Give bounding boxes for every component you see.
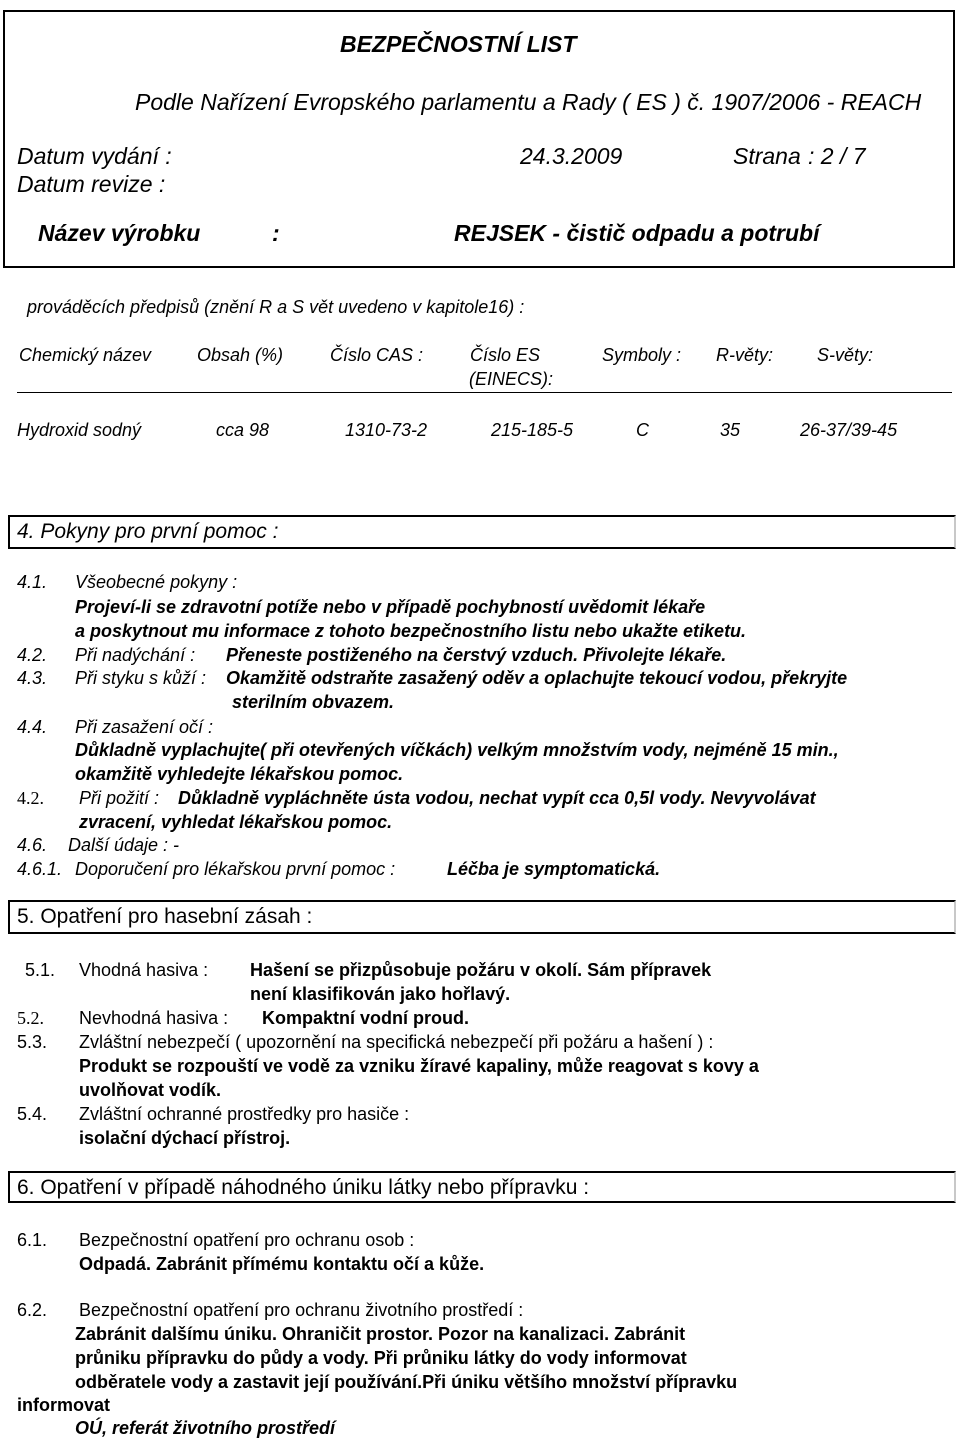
s53-number: 5.3. xyxy=(17,1032,48,1052)
s46-number: 4.6. xyxy=(17,835,48,855)
s62-text-3: odběratele vody a zastavit její používání.Při úniku většího množství přípravku xyxy=(75,1372,738,1392)
page-label: Strana xyxy=(733,143,801,169)
row-chemical-name: Hydroxid sodný xyxy=(17,420,142,440)
s62-label: Bezpečnostní opatření pro ochranu životního prostředí : xyxy=(79,1300,524,1320)
s461-text: Léčba je symptomatická. xyxy=(447,859,661,879)
s53-label: Zvláštní nebezpečí ( upozornění na specifická nebezpečí při požáru a hašení ) : xyxy=(79,1032,714,1052)
s41-number: 4.1. xyxy=(17,572,48,592)
col-s-phrases: S-věty: xyxy=(817,345,874,365)
s62-text-2: průniku přípravku do půdy a vody. Při průniku látky do vody informovat xyxy=(75,1348,687,1368)
row-es: 215-185-5 xyxy=(491,420,574,440)
s42-number: 4.2. xyxy=(17,645,48,665)
col-content: Obsah (%) xyxy=(197,345,284,365)
s44-number: 4.4. xyxy=(17,717,48,737)
row-symbol: C xyxy=(636,420,649,440)
issue-date-label: Datum vydání : xyxy=(17,143,172,169)
s44-text-2: okamžitě vyhledejte lékařskou pomoc. xyxy=(75,764,404,784)
col-symbols: Symboly : xyxy=(602,345,682,365)
product-colon: : xyxy=(272,220,280,246)
s43-label: Při styku s kůží : xyxy=(75,668,207,688)
s43-number: 4.3. xyxy=(17,668,48,688)
s51-text-2: není klasifikován jako hořlavý. xyxy=(250,984,511,1004)
s45-text-1: Důkladně vypláchněte ústa vodou, nechat vypít cca 0,5l vody. Nevyvolávat xyxy=(178,788,816,808)
s54-number: 5.4. xyxy=(17,1104,48,1124)
row-cas: 1310-73-2 xyxy=(345,420,428,440)
col-chemical-name: Chemický název xyxy=(19,345,152,365)
product-label: Název výrobku xyxy=(38,220,201,246)
col-r-phrases: R-věty: xyxy=(716,345,774,365)
s61-number: 6.1. xyxy=(17,1230,48,1250)
s54-text: isolační dýchací přístroj. xyxy=(79,1128,291,1148)
s42-text: Přeneste postiženého na čerstvý vzduch. Přivolejte lékaře. xyxy=(226,645,727,665)
s41-text-2: a poskytnout mu informace z tohoto bezpečnostního listu nebo ukažte etiketu. xyxy=(75,621,747,641)
s62-text-1: Zabránit dalšímu úniku. Ohraničit prostor. Pozor na kanalizaci. Zabránit xyxy=(75,1324,686,1344)
s41-label: Všeobecné pokyny : xyxy=(75,572,238,592)
s461-number: 4.6.1. xyxy=(17,859,63,879)
revision-date-label: Datum revize : xyxy=(17,171,166,197)
section-5-title: 5. Opatření pro hasební zásah : xyxy=(17,905,313,928)
s52-text: Kompaktní vodní proud. xyxy=(262,1008,469,1028)
s62-text-4: informovat xyxy=(17,1395,111,1415)
s42-label: Při nadýchání : xyxy=(75,645,196,665)
s461-label: Doporučení pro lékařskou první pomoc : xyxy=(75,859,396,879)
s51-number: 5.1. xyxy=(25,960,56,980)
page-number: : 2 / 7 xyxy=(808,143,866,169)
s62-number: 6.2. xyxy=(17,1300,48,1320)
composition-intro: prováděcích předpisů (znění R a S vět uvedeno v kapitole16) : xyxy=(27,297,525,317)
s51-label: Vhodná hasiva : xyxy=(79,960,209,980)
section-6-title: 6. Opatření v případě náhodného úniku látky nebo přípravku : xyxy=(17,1176,590,1199)
product-name: REJSEK - čistič odpadu a potrubí xyxy=(454,220,820,246)
s61-label: Bezpečnostní opatření pro ochranu osob : xyxy=(79,1230,415,1250)
s45-text-2: zvracení, vyhledat lékařskou pomoc. xyxy=(79,812,393,832)
s52-number: 5.2. xyxy=(17,1008,44,1028)
col-einecs: (EINECS): xyxy=(469,369,554,389)
row-s-phrases: 26-37/39-45 xyxy=(800,420,898,440)
s53-text-2: uvolňovat vodík. xyxy=(79,1080,222,1100)
s44-label: Při zasažení očí : xyxy=(75,717,214,737)
s46-label: Další údaje : - xyxy=(68,835,180,855)
table-header-rule xyxy=(17,392,952,393)
s51-text-1: Hašení se přizpůsobuje požáru v okolí. Sám přípravek xyxy=(250,960,712,980)
s41-text-1: Projeví-li se zdravotní potíže nebo v případě pochybností uvědomit lékaře xyxy=(75,597,706,617)
s61-text: Odpadá. Zabránit přímému kontaktu očí a kůže. xyxy=(79,1254,485,1274)
s45-label: Při požití : xyxy=(79,788,160,808)
regulation-line: Podle Nařízení Evropského parlamentu a Rady ( ES ) č. 1907/2006 - REACH xyxy=(135,89,922,115)
row-r-phrases: 35 xyxy=(720,420,741,440)
col-cas: Číslo CAS : xyxy=(330,345,424,365)
s43-text-1: Okamžitě odstraňte zasažený oděv a oplachujte tekoucí vodou, překryjte xyxy=(226,668,848,688)
s44-text-1: Důkladně vyplachujte( při otevřených víčkách) velkým množstvím vody, nejméně 15 min., xyxy=(75,740,839,760)
section-4-title: 4. Pokyny pro první pomoc : xyxy=(17,520,279,543)
document-title: BEZPEČNOSTNÍ LIST xyxy=(340,31,577,57)
issue-date-value: 24.3.2009 xyxy=(520,143,623,169)
s62-text-5: OÚ, referát životního prostředí xyxy=(75,1418,336,1438)
s52-label: Nevhodná hasiva : xyxy=(79,1008,229,1028)
row-content: cca 98 xyxy=(216,420,270,440)
col-es: Číslo ES xyxy=(470,345,541,365)
s43-text-2: sterilním obvazem. xyxy=(232,692,395,712)
s45-number: 4.2. xyxy=(17,788,44,808)
s53-text-1: Produkt se rozpouští ve vodě za vzniku žíravé kapaliny, může reagovat s kovy a xyxy=(79,1056,759,1076)
s54-label: Zvláštní ochranné prostředky pro hasiče : xyxy=(79,1104,410,1124)
